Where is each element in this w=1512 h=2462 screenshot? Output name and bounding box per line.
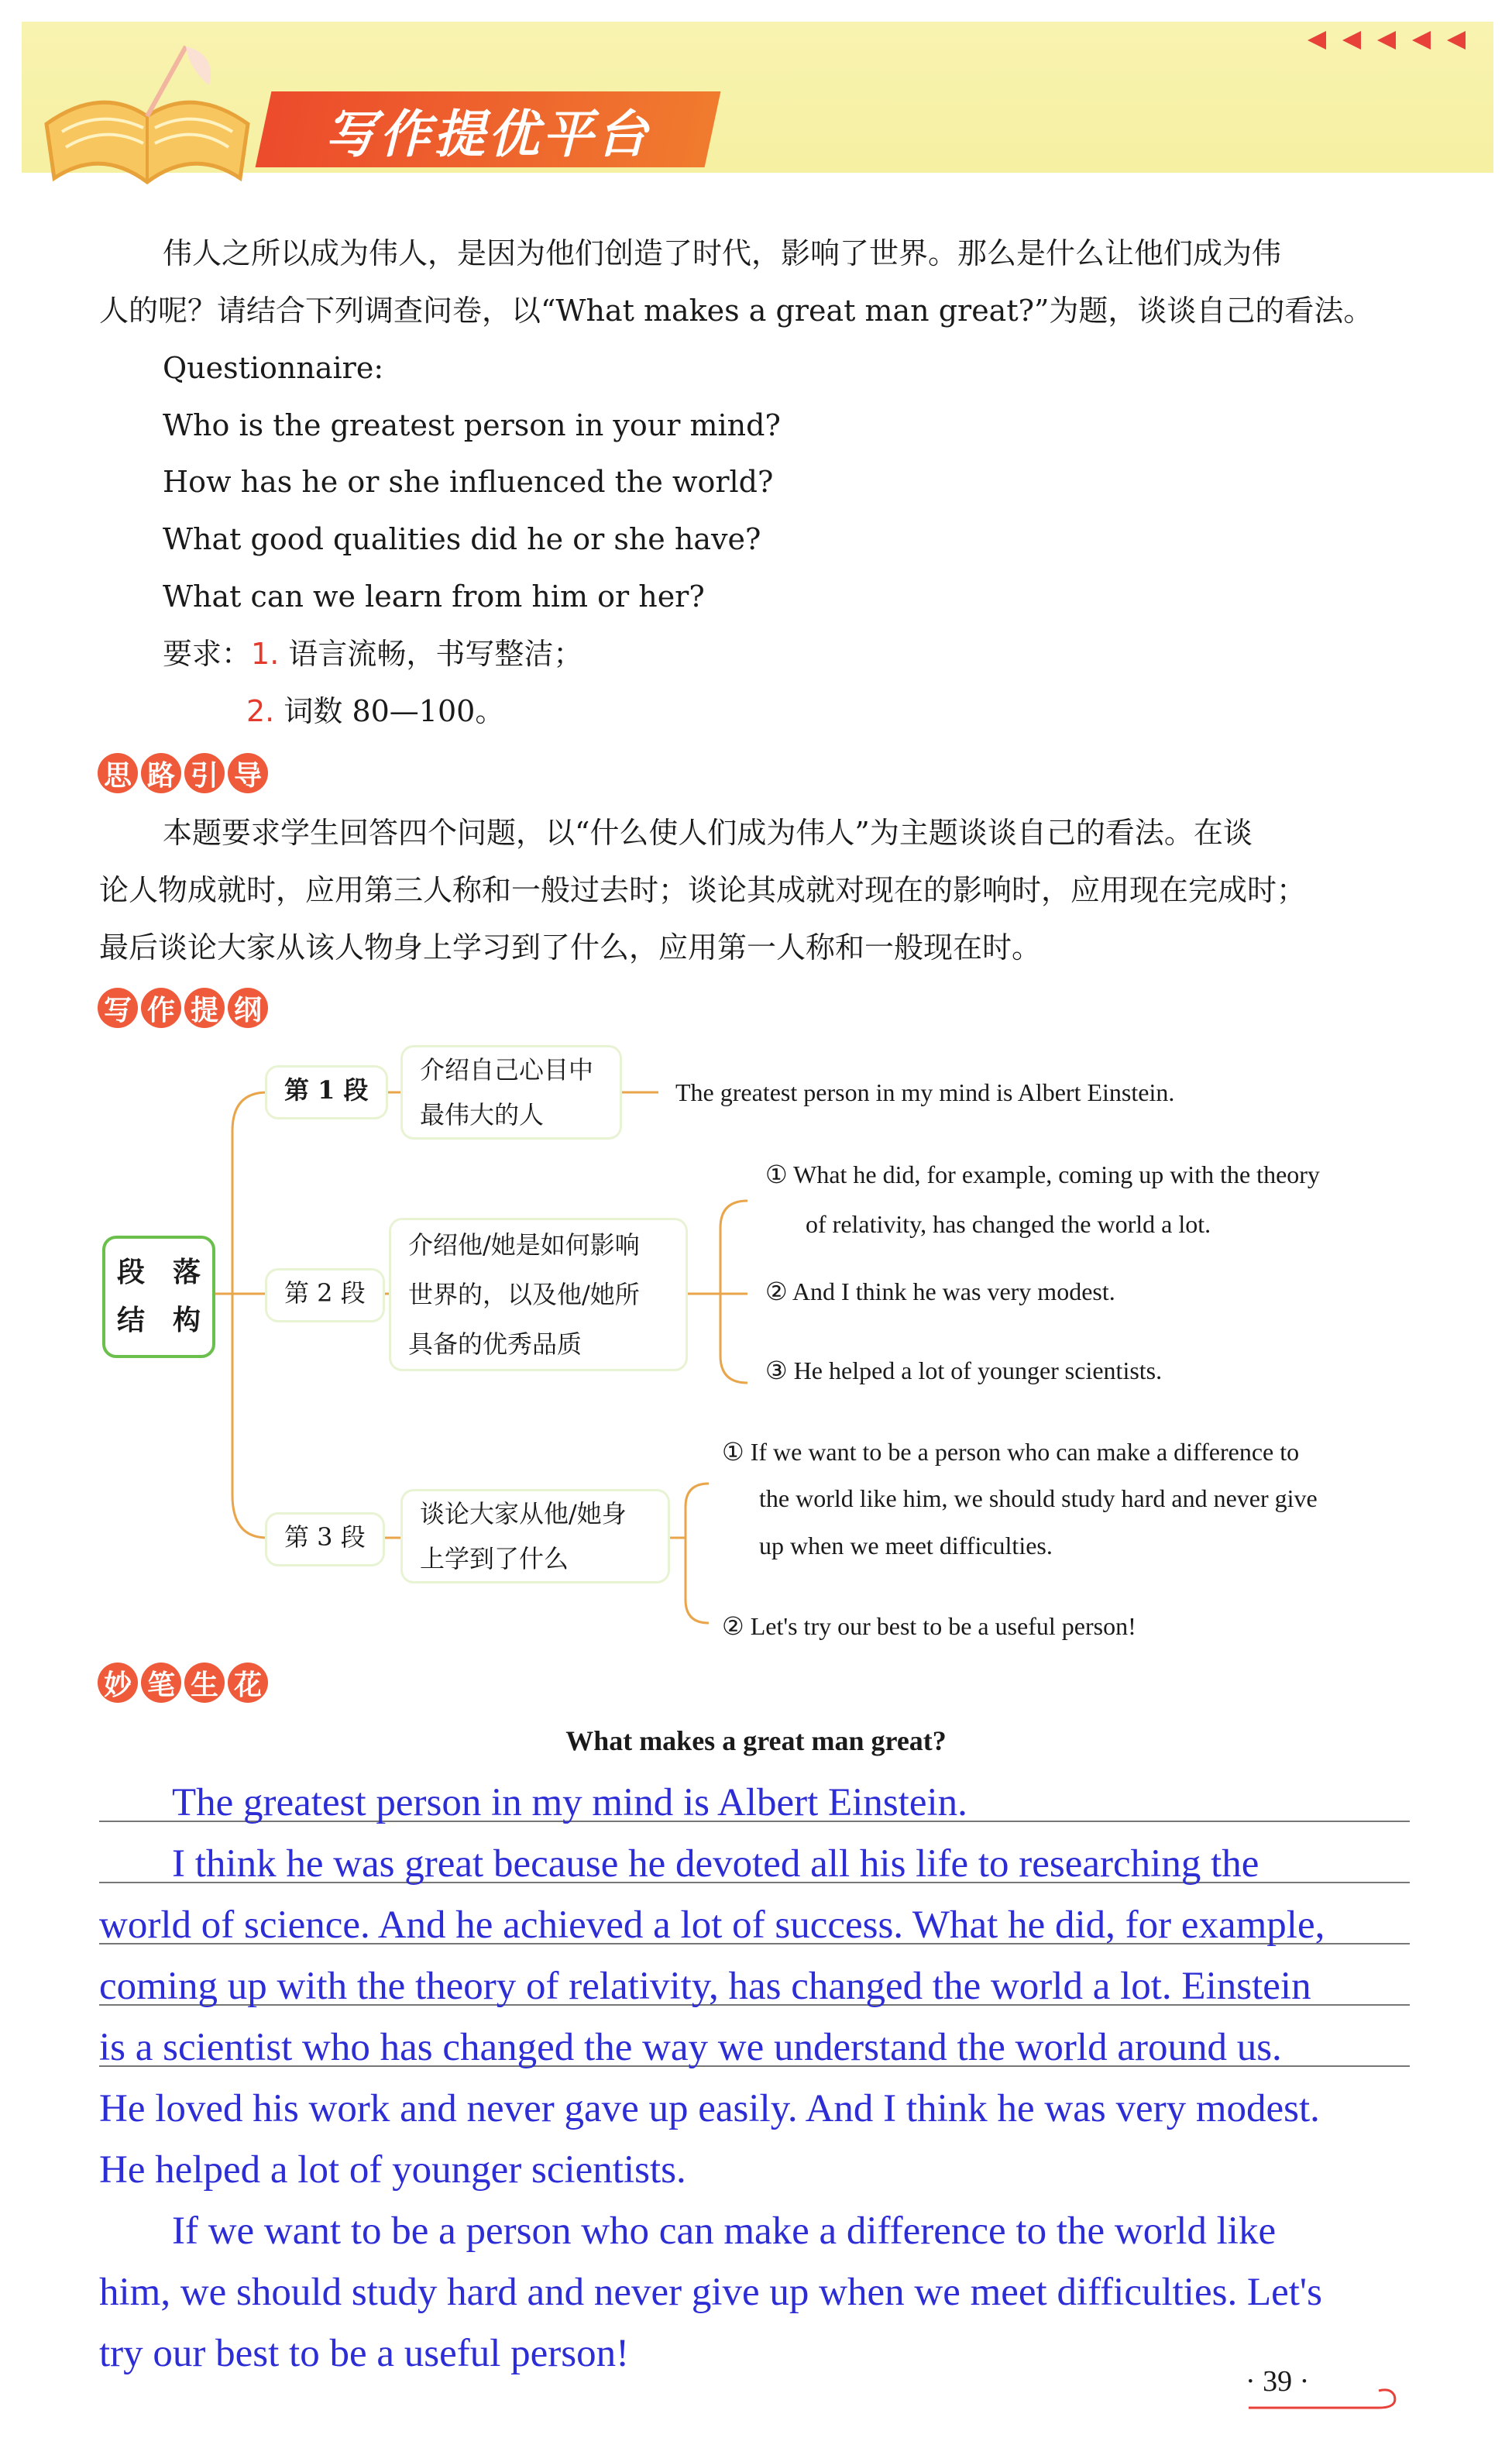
intro-line-2: 人的呢？请结合下列调查问卷，以“What makes a great man great?”为题，谈谈自己的看法。 bbox=[99, 294, 1373, 328]
paragraph-3-item-1c: up when we meet difficulties. bbox=[759, 1532, 1053, 1559]
paragraph-2-label: 第 2 段 bbox=[267, 1271, 383, 1320]
question-4: What can we learn from him or her? bbox=[163, 579, 705, 614]
essay-line-5: is a scientist who has changed the way we understand the world around us. bbox=[99, 2026, 1282, 2069]
section-tag-outline: 写 作 提 纲 bbox=[98, 988, 268, 1028]
page-number-swoosh-icon bbox=[1247, 2385, 1402, 2416]
paragraph-3-item-1b: the world like him, we should study hard and never give bbox=[759, 1484, 1318, 1512]
intro-line-1: 伟人之所以成为伟人，是因为他们创造了时代，影响了世界。那么是什么让他们成为伟 bbox=[163, 236, 1282, 270]
essay-line-9: him, we should study hard and never give up when we meet difficulties. Let's bbox=[99, 2271, 1322, 2314]
outline-root-box: 段 落 结 构 bbox=[102, 1236, 215, 1358]
guide-line-1: 本题要求学生回答四个问题，以“什么使人们成为伟人”为主题谈谈自己的看法。在谈 bbox=[163, 816, 1253, 850]
essay-line-2: I think he was great because he devoted all his life to researching the bbox=[172, 1842, 1259, 1886]
paragraph-3-box: 谈论大家从他/她身 上学到了什么 bbox=[403, 1491, 668, 1581]
question-1: Who is the greatest person in your mind? bbox=[163, 408, 781, 442]
paragraph-2-item-2: ② And I think he was very modest. bbox=[765, 1277, 1115, 1305]
section-tag-guide: 思 路 引 导 bbox=[98, 753, 268, 793]
essay-line-1: The greatest person in my mind is Albert Einstein. bbox=[172, 1781, 967, 1824]
section-tag-essay: 妙 笔 生 花 bbox=[98, 1663, 268, 1703]
essay-line-3: world of science. And he achieved a lot of success. What he did, for example, bbox=[99, 1903, 1325, 1947]
paragraph-3-item-2: ② Let's try our best to be a useful person! bbox=[722, 1612, 1136, 1640]
guide-line-3: 最后谈论大家从该人物身上学习到了什么，应用第一人称和一般现在时。 bbox=[99, 930, 1042, 965]
requirement-2: 2. 词数 80—100。 bbox=[246, 694, 505, 728]
paragraph-1-box: 介绍自己心目中 最伟大的人 bbox=[403, 1047, 620, 1137]
guide-line-2: 论人物成就时，应用第三人称和一般过去时；谈论其成就对现在的影响时，应用现在完成时； bbox=[99, 873, 1307, 907]
essay-line-7: He helped a lot of younger scientists. bbox=[99, 2148, 686, 2192]
requirement-1: 要求：1. 语言流畅，书写整洁； bbox=[163, 637, 583, 671]
paragraph-3-label: 第 3 段 bbox=[267, 1515, 383, 1564]
paragraph-2-item-1b: of relativity, has changed the world a lot. bbox=[806, 1210, 1211, 1238]
essay-line-10: try our best to be a useful person! bbox=[99, 2332, 630, 2375]
requirement-2-number: 2. bbox=[246, 694, 275, 728]
essay-title: What makes a great man great? bbox=[565, 1725, 947, 1756]
question-2: How has he or she influenced the world? bbox=[163, 465, 774, 499]
paragraph-1-label: 第 1 段 bbox=[267, 1068, 386, 1117]
page-number: · 39 · bbox=[1246, 2365, 1310, 2398]
essay-line-6: He loved his work and never gave up easily. And I think he was very modest. bbox=[99, 2087, 1320, 2130]
essay-line-4: coming up with the theory of relativity, has changed the world a lot. Einstein bbox=[99, 1965, 1311, 2008]
questionnaire-label: Questionnaire: bbox=[163, 351, 384, 385]
requirement-1-number: 1. bbox=[251, 637, 280, 671]
page-title: 写作提优平台 bbox=[256, 91, 721, 167]
paragraph-2-item-1a: ① What he did, for example, coming up with the theory bbox=[765, 1161, 1320, 1188]
essay-line-8: If we want to be a person who can make a difference to the world like bbox=[172, 2209, 1277, 2253]
paragraph-3-item-1a: ① If we want to be a person who can make a difference to bbox=[722, 1438, 1300, 1466]
paragraph-2-box: 介绍他/她是如何影响 世界的，以及他/她所 具备的优秀品质 bbox=[391, 1220, 686, 1369]
paragraph-2-item-3: ③ He helped a lot of younger scientists. bbox=[765, 1357, 1163, 1384]
paragraph-1-text: The greatest person in my mind is Albert Einstein. bbox=[675, 1078, 1175, 1106]
question-3: What good qualities did he or she have? bbox=[163, 522, 761, 556]
